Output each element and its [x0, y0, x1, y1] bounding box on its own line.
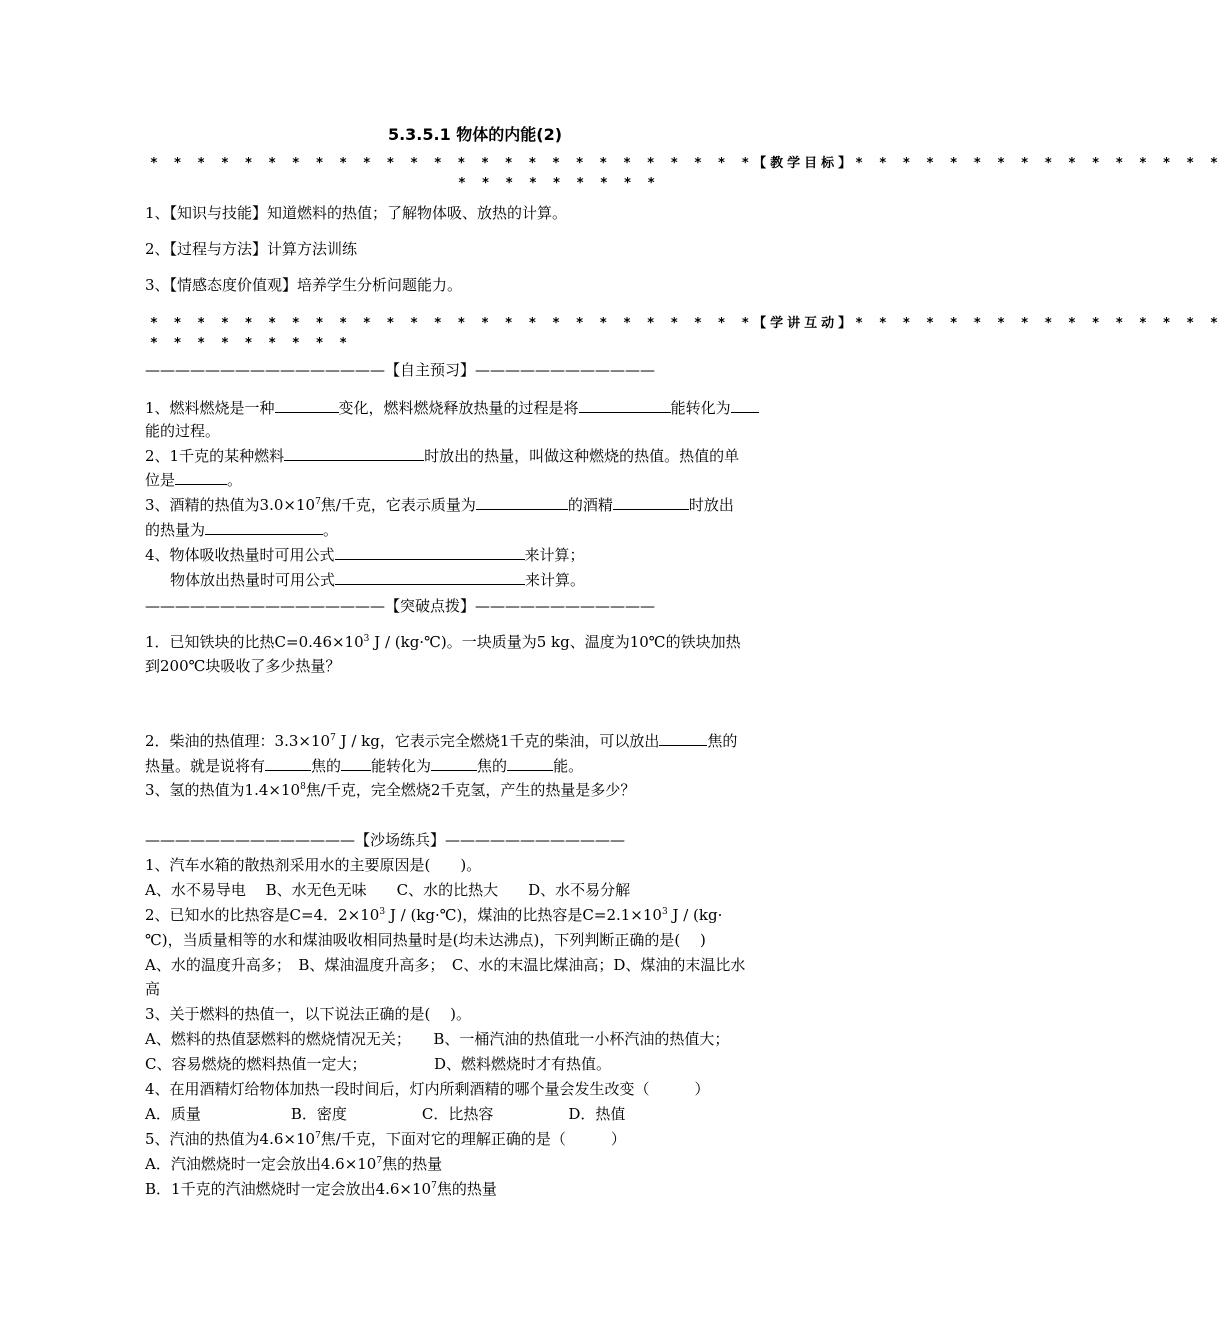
goal-item-3: 3、【情感态度价值观】培养学生分析问题能力。: [145, 276, 463, 294]
preview-q1: 1、燃料燃烧是一种 变化，燃料燃烧释放热量的过程是将 能转化为: [145, 398, 759, 418]
blank[interactable]: [579, 398, 671, 413]
blank[interactable]: [205, 520, 323, 535]
practice-q5: 5、汽油的热值为$4.6\times 10^7$焦/千克，下面对它的理解正确的是（ ）: [145, 1130, 626, 1148]
blank[interactable]: [507, 756, 553, 771]
interaction-header: * * * * * * * * * * * * * * * * * * * * * * * * * *【学讲互动】* * * * * * * * * * * * * * * *: [150, 316, 1222, 331]
blank[interactable]: [613, 495, 689, 510]
practice-q4: 4、在用酒精灯给物体加热一段时间后，灯内所剩酒精的哪个量会发生改变（ ）: [145, 1080, 710, 1098]
blank[interactable]: [659, 731, 707, 746]
practice-q2-cont: ℃)，当质量相等的水和煤油吸收相同热量时是(均未达沸点)，下列判断正确的是( ): [145, 931, 706, 949]
blank[interactable]: [341, 756, 371, 771]
blank[interactable]: [731, 398, 759, 413]
practice-q2: 2、已知水的比热容是C=4．$2\times 10^3$ J / (kg·℃)，煤油的比热容是$C=2.1\times 10^3$ J / (kg·: [145, 906, 723, 924]
preview-q2-cont: 位是 。: [145, 471, 243, 489]
blank[interactable]: [431, 756, 477, 771]
blank[interactable]: [265, 756, 311, 771]
preview-q4: 4、物体吸收热量时可用公式 来计算；: [145, 546, 585, 564]
goals-header-cont: * * * * * * * * *: [458, 176, 660, 191]
practice-q4-options: A．质量 B．密度 C．比热容 D．热值: [145, 1105, 626, 1123]
breakthrough-p3: 3、氢的热值为$1.4\times 10^8$焦/千克，完全燃烧2千克氢，产生的热量是多少？: [145, 781, 636, 799]
practice-q3: 3、关于燃料的热值一，以下说法正确的是( )。: [145, 1005, 472, 1023]
blank[interactable]: [335, 545, 525, 560]
blank[interactable]: [175, 470, 227, 485]
practice-q5-option-a: A．汽油燃烧时一定会放出$4.6\times 10^7$焦的热量: [145, 1155, 443, 1173]
preview-q1-cont: 能的过程。: [145, 422, 221, 440]
blank[interactable]: [284, 446, 424, 461]
practice-q3-options-2: C、容易燃烧的燃料热值一定大； D、燃料燃烧时才有热值。: [145, 1055, 612, 1073]
practice-q1-options: A、水不易导电 B、水无色无味 C、水的比热大 D、水不易分解: [145, 881, 631, 899]
practice-q1: 1、汽车水箱的散热剂采用水的主要原因是( )。: [145, 856, 482, 874]
page-title: 5.3.5.1 物体的内能(2): [387, 125, 563, 144]
breakthrough-p2: 2．柴油的热值理：$3.3\times 10^7$ J / kg，它表示完全燃烧1千克的柴油，可以放出 焦的: [145, 732, 738, 750]
practice-q3-options-1: A、燃料的热值瑟燃料的燃烧情况无关； B、一桶汽油的热值玭一小杯汽油的热值大；: [145, 1030, 730, 1048]
blank[interactable]: [476, 495, 568, 510]
preview-q4-cont: 物体放出热量时可用公式 来计算。: [170, 571, 586, 589]
practice-q5-option-b: B．1千克的汽油燃烧时一定会放出$4.6\times 10^7$焦的热量: [145, 1180, 497, 1198]
blank[interactable]: [335, 570, 525, 585]
goal-item-1: 1、【知识与技能】知道燃料的热值；了解物体吸、放热的计算。: [145, 204, 568, 222]
interaction-header-cont: * * * * * * * * *: [150, 336, 352, 351]
preview-q3: 3、酒精的热值为$3.0\times 10^7$焦/千克，它表示质量为 的酒精 时放出: [145, 496, 734, 514]
breakthrough-p2-cont: 热量。就是说将有 焦的 能转化为 焦的 能。: [145, 757, 584, 775]
preview-header: ————————————————【自主预习】————————————: [145, 361, 656, 379]
goal-item-2: 2、【过程与方法】计算方法训练: [145, 240, 358, 258]
preview-q2: 2、1千克的某种燃料 时放出的热量，叫做这种燃烧的热值。热值的单: [145, 447, 740, 465]
breakthrough-header: ————————————————【突破点拨】————————————: [145, 597, 656, 615]
practice-header: ——————————————【沙场练兵】————————————: [145, 831, 626, 849]
preview-q3-cont: 的热量为 。: [145, 521, 339, 539]
breakthrough-p1: 1．已知铁块的比热$C=0.46\times 10^3$ J / (kg·℃)。一块质量为5 kg、温度为10℃的铁块加热: [145, 633, 741, 651]
practice-q2-options-cont: 高: [145, 980, 161, 998]
breakthrough-p1-cont: 到200℃块吸收了多少热量？: [145, 657, 341, 675]
practice-q2-options: A、水的温度升高多； B、煤油温度升高多； C、水的末温比煤油高；D、煤油的末温比水: [145, 956, 746, 974]
blank[interactable]: [275, 398, 339, 413]
goals-header: * * * * * * * * * * * * * * * * * * * * * * * * * *【教学目标】* * * * * * * * * * * * * * * *: [150, 156, 1222, 171]
